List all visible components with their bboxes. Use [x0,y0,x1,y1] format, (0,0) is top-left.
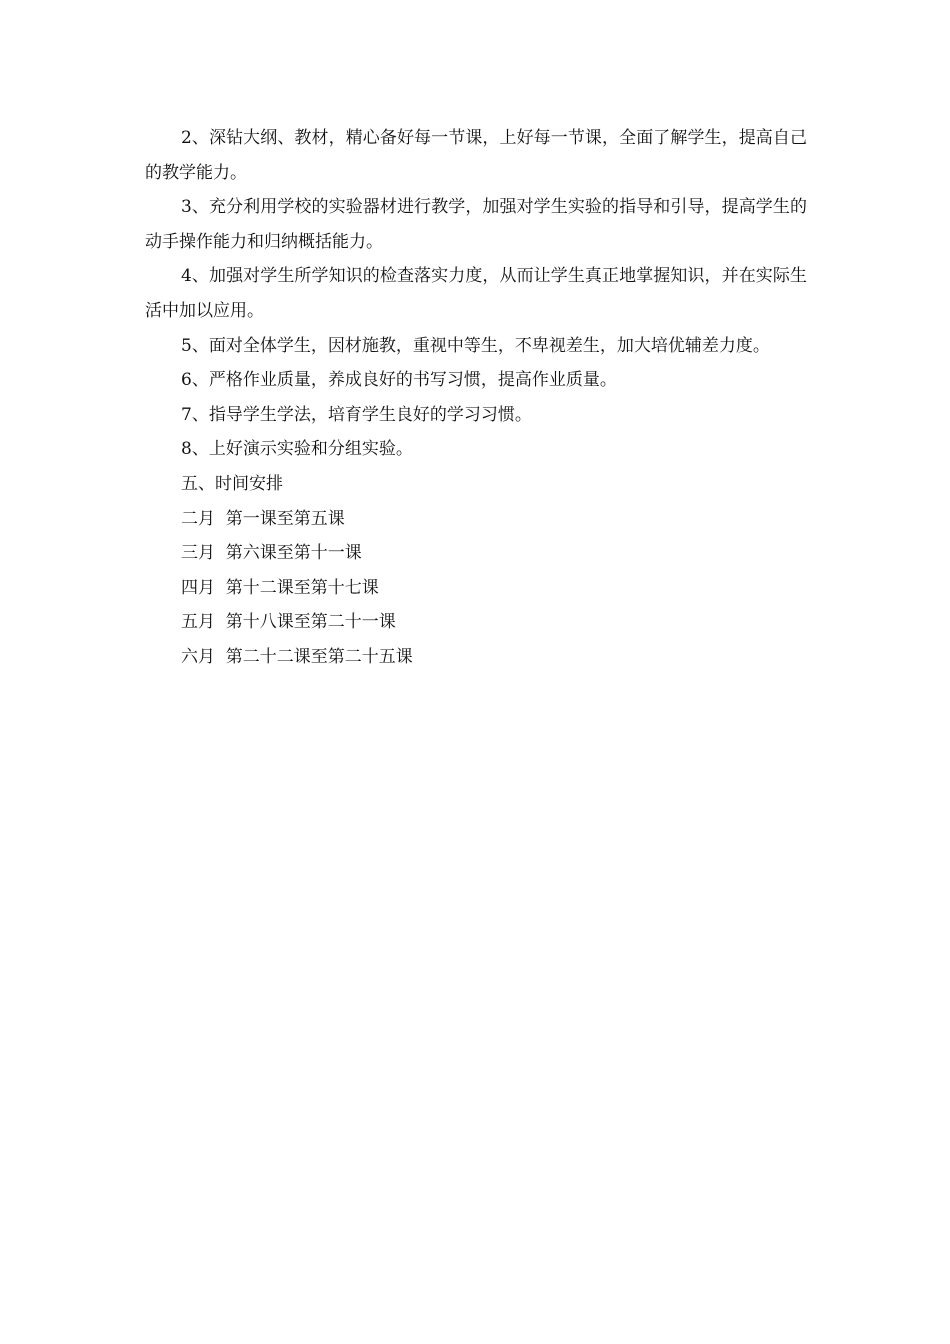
paragraph-item-2: 2、深钻大纲、教材，精心备好每一节课，上好每一节课，全面了解学生，提高自己的教学能力。 [145,128,807,183]
schedule-row-june: 六月 第二十二课至第二十五课 [181,646,413,667]
paragraph-item-7: 7、指导学生学法，培育学生良好的学习习惯。 [181,404,532,425]
schedule-row-april: 四月 第十二课至第十七课 [181,577,379,598]
section-heading: 五、时间安排 [181,473,283,494]
paragraph-item-4: 4、加强对学生所学知识的检查落实力度，从而让学生真正地掌握知识，并在实际生活中加以应用。 [145,266,807,321]
paragraph-item-8: 8、上好演示实验和分组实验。 [181,439,413,460]
paragraph-item-3: 3、充分利用学校的实验器材进行教学，加强对学生实验的指导和引导，提高学生的动手操作能力和归纳概括能力。 [145,197,807,252]
paragraph-item-6: 6、严格作业质量，养成良好的书写习惯，提高作业质量。 [181,370,617,391]
schedule-row-march: 三月 第六课至第十一课 [181,543,362,564]
schedule-row-may: 五月 第十八课至第二十一课 [181,612,396,633]
document-body [145,121,807,675]
paragraph-item-5: 5、面对全体学生，因材施教，重视中等生，不卑视差生，加大培优辅差力度。 [181,335,770,356]
schedule-row-february: 二月 第一课至第五课 [181,508,345,529]
